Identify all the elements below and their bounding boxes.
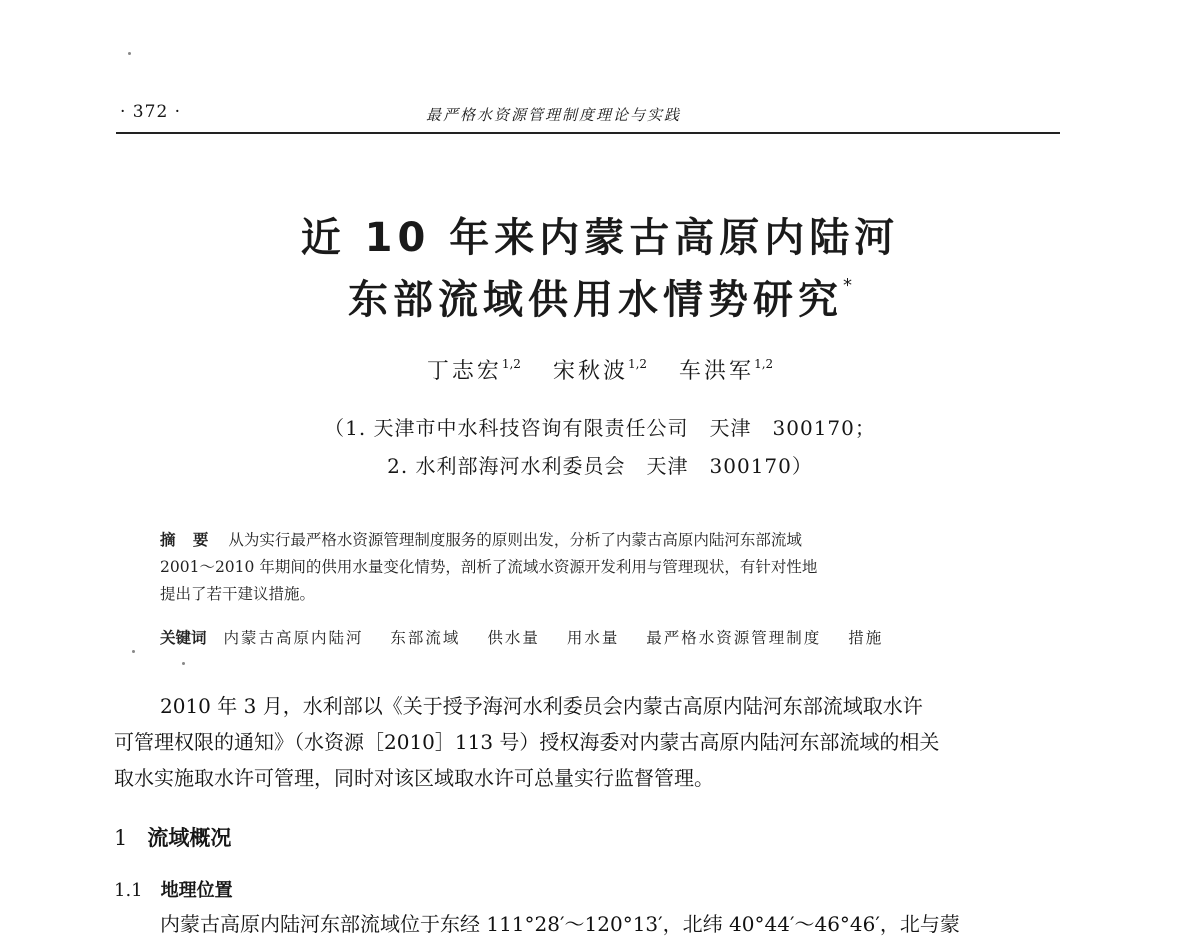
- title-footnote-mark: *: [843, 275, 852, 296]
- article-title-line2: [0, 268, 1200, 325]
- para-line: 取水实施取水许可管理，同时对该区域取水许可总量实行监督管理。: [114, 766, 714, 790]
- para-line: 2010 年 3 月，水利部以《关于授予海河水利委员会内蒙古高原内陆河东部流域取水许: [160, 694, 923, 718]
- abstract-line2: 2001～2010 年期间的供用水量变化情势，剖析了流域水资源开发利用与管理现状，有针对性地: [160, 558, 818, 576]
- abstract-text: 从为实行最严格水资源管理制度服务的原则出发，分析了内蒙古高原内陆河东部流域: [228, 531, 802, 549]
- section-title: 流域概况: [147, 826, 232, 850]
- subsection-number: 1.1: [114, 880, 143, 901]
- abstract-line1: [160, 527, 1040, 554]
- scan-speck: [182, 662, 185, 665]
- abstract-label: 摘 要: [160, 531, 215, 549]
- affiliation-line1: （1. 天津市中水科技咨询有限责任公司 天津 300170；: [324, 416, 876, 440]
- author-affil: 1,2: [754, 357, 774, 371]
- author-name: 车洪军: [679, 359, 755, 384]
- para-line: 可管理权限的通知》（水资源［2010］113 号）授权海委对内蒙古高原内陆河东部流域的相关: [114, 730, 940, 754]
- partial-paragraph: 内蒙古高原内陆河东部流域位于东经 111°28′～120°13′，北纬 40°44′～46°46′，北与蒙: [160, 912, 960, 936]
- article-title-line1: [0, 206, 1200, 263]
- keyword: 东部流域: [390, 629, 461, 647]
- keyword: 用水量: [566, 629, 620, 647]
- abstract: [160, 527, 1040, 608]
- author-affil: 1,2: [627, 357, 648, 371]
- author-name: 宋秋波: [552, 359, 628, 384]
- author-affil: 1,2: [501, 357, 521, 371]
- affiliation-line2: 2. 水利部海河水利委员会 天津 300170）: [387, 454, 813, 478]
- keyword: 最严格水资源管理制度: [646, 629, 822, 647]
- keywords-label: 关键词: [160, 629, 207, 647]
- keywords: [160, 626, 1060, 648]
- keyword: 供水量: [487, 629, 540, 647]
- section-heading: [114, 822, 231, 852]
- subsection-title: 地理位置: [160, 880, 233, 901]
- intro-paragraph: [114, 688, 1062, 796]
- subsection-heading: [114, 876, 233, 902]
- title-line2-text: 东部流域供用水情势研究: [348, 277, 843, 323]
- page-number: · 372 ·: [120, 102, 182, 122]
- scan-speck: [128, 52, 131, 55]
- scan-speck: [132, 650, 135, 653]
- keyword: 内蒙古高原内陆河: [223, 629, 364, 647]
- title-line1-text: 近 10 年来内蒙古高原内陆河: [300, 215, 900, 261]
- book-title: 最严格水资源管理制度理论与实践: [426, 106, 682, 124]
- keyword: 措施: [848, 629, 884, 647]
- author-name: 丁志宏: [426, 359, 502, 384]
- section-number: 1: [114, 826, 128, 850]
- author-list: [0, 354, 1200, 385]
- running-head: [116, 96, 1060, 134]
- abstract-line3: 提出了若干建议措施。: [160, 585, 316, 603]
